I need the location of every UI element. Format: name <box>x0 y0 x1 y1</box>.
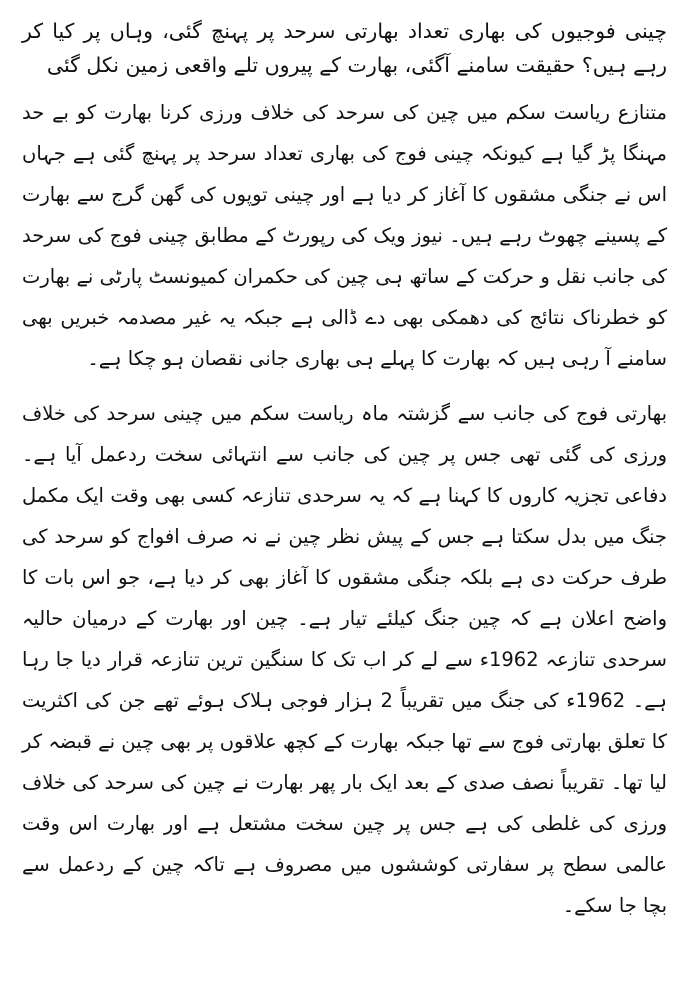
article-paragraph-2: بھارتی فوج کی جانب سے گزشتہ ماہ ریاست سکم میں چینی سرحد کی خلاف ورزی کی گئی تھی جس پر چین کی جانب سے انتہائی سخت ردعمل آیا ہے۔ دفاعی تجزیہ کاروں کا کہنا ہے کہ یہ سرحدی تنازعہ کسی بھی وقت ایک مکمل جنگ میں بدل سکتا ہے جس کے پیش نظر چین نے نہ صرف افواج کو سرحد کی طرف حرکت دی ہے بلکہ جنگی مشقوں کا آغاز بھی کر دیا ہے، جو اس بات کا واضح اعلان ہے کہ چین جنگ کیلئے تیار ہے۔ چین اور بھارت کے درمیان حالیہ سرحدی تنازعہ 1962ء سے لے کر اب تک کا سنگین ترین تنازعہ قرار دیا جا رہا ہے۔ 1962ء کی جنگ میں تقریباً 2 ہزار فوجی ہلاک ہوئے تھے جن کی اکثریت کا تعلق بھارتی فوج سے تھا جبکہ بھارت کے کچھ علاقوں پر بھی چین نے قبضہ کر لیا تھا۔ تقریباً نصف صدی کے بعد ایک بار پھر بھارت نے چین کی سرحد کی خلاف ورزی کی غلطی کی ہے جس پر چین سخت مشتعل ہے اور بھارت اس وقت عالمی سطح پر سفارتی کوششوں میں مصروف ہے تاکہ چین کے ردعمل سے بچا جا سکے۔ <box>22 402 668 917</box>
article-headline: چینی فوجیوں کی بھاری تعداد بھارتی سرحد پر پہنچ گئی، وہاں پر کیا کر رہے ہیں؟ حقیقت سامنے آگئی، بھارت کے پیروں تلے واقعی زمین نکل گئی <box>22 19 667 77</box>
article-paragraph-1: متنازع ریاست سکم میں چین کی سرحد کی خلاف ورزی کرنا بھارت کو بے حد مہنگا پڑ گیا ہے کیونکہ چینی فوج کی بھاری تعداد سرحد پر پہنچ گئی ہے جہاں اس نے جنگی مشقوں کا آغاز کر دیا ہے اور چینی توپوں کی گھن گرج سے بھارت کے پسینے چھوٹ رہے ہیں۔ نیوز ویک کی رپورٹ کے مطابق چینی فوج کی سرحد کی جانب نقل و حرکت کے ساتھ ہی چین کی حکمران کمیونسٹ پارٹی نے بھارت کو خطرناک نتائج کی دھمکی بھی دے ڈالی ہے جبکہ یہ غیر مصدمہ خبریں بھی سامنے آ رہی ہیں کہ بھارت کا پہلے ہی بھاری جانی نقصان ہو چکا ہے۔ <box>22 101 667 370</box>
